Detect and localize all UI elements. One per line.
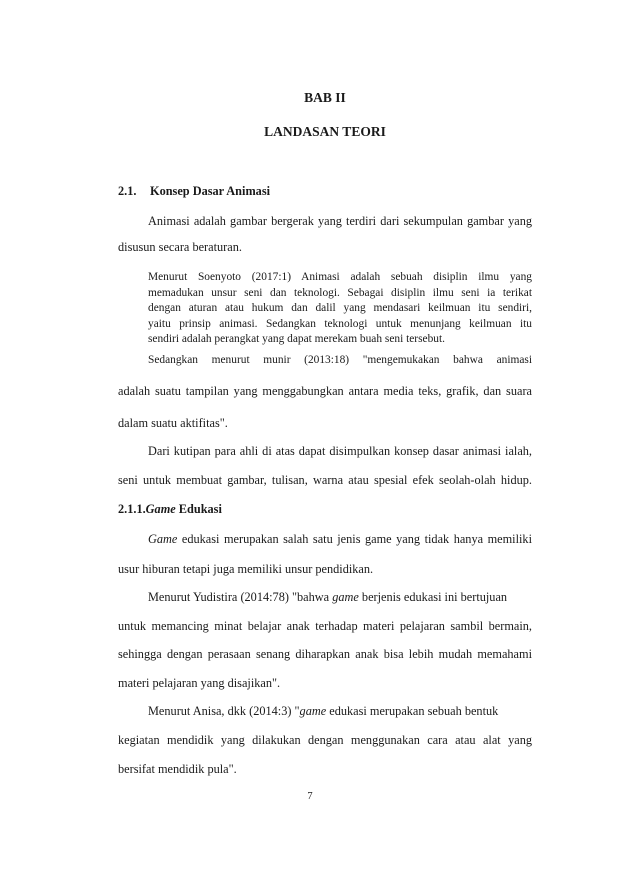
paragraph-line: usur hiburan tetapi juga memiliki unsur pendidikan.	[118, 562, 374, 576]
paragraph-line: bersifat mendidik pula".	[118, 762, 237, 776]
paragraph-line: Sedangkan menurut munir (2013:18) "mengemukakan bahwa animasi	[148, 354, 532, 366]
paragraph-text-b: berjenis edukasi ini bertujuan	[358, 590, 508, 604]
paragraph-line: adalah suatu tampilan yang menggabungkan antara media teks, grafik, dan suara	[118, 384, 532, 398]
paragraph-line: dalam suatu aktifitas".	[118, 416, 228, 430]
quote-line: dengan aturan atau hukum dan dalil yang mendasari keilmuan itu sendiri,	[148, 302, 532, 315]
paragraph-line: disusun secara beraturan.	[118, 240, 242, 254]
paragraph-text-b: edukasi merupakan sebuah bentuk	[326, 704, 499, 718]
paragraph-line: Dari kutipan para ahli di atas dapat disimpulkan konsep dasar animasi ialah,	[148, 444, 532, 458]
section-title: Edukasi	[175, 502, 222, 516]
quote-line: memadukan unsur seni dan teknologi. Sebagai disiplin ilmu seni ia terikat	[148, 286, 532, 299]
quote-line: yaitu prinsip animasi. Sedangkan teknologi untuk menunjang keilmuan itu	[148, 317, 532, 330]
paragraph-line	[148, 704, 498, 719]
section-number: 2.1.	[118, 184, 137, 198]
quote-line: sendiri adalah perangkat yang dapat merekam buah seni tersebut.	[148, 333, 445, 346]
paragraph-line	[148, 590, 532, 605]
quote-line: Menurut Soenyoto (2017:1) Animasi adalah sebuah disiplin ilmu yang	[148, 271, 532, 283]
paragraph-text	[148, 590, 507, 605]
paragraph-text: edukasi merupakan salah satu jenis game yang tidak hanya memiliki	[177, 532, 532, 546]
paragraph-line: materi pelajaran yang disajikan".	[118, 676, 281, 690]
section-title-italic: Game	[145, 502, 176, 516]
italic-term: game	[299, 704, 327, 718]
paragraph-line	[148, 532, 532, 547]
chapter-number: BAB II	[304, 90, 346, 105]
block-quote	[148, 270, 532, 348]
paragraph-line: untuk memancing minat belajar anak terhadap materi pelajaran sambil bermain,	[118, 619, 532, 633]
paragraph-line: sehingga dengan perasaan senang diharapkan anak bisa lebih mudah memahami	[118, 647, 532, 661]
paragraph-line: Animasi adalah gambar bergerak yang terdiri dari sekumpulan gambar yang	[148, 214, 532, 228]
section-number: 2.1.1.	[118, 502, 146, 516]
paragraph-text-a: Menurut Anisa, dkk (2014:3) "	[148, 704, 300, 718]
paragraph-text-a: Menurut Yudistira (2014:78) "bahwa	[148, 590, 333, 604]
section-heading-2-1-1	[118, 502, 222, 517]
paragraph-line: seni untuk membuat gambar, tulisan, warna atau spesial efek seolah-olah hidup.	[118, 473, 532, 487]
section-title: Konsep Dasar Animasi	[150, 184, 271, 198]
chapter-title: LANDASAN TEORI	[264, 124, 386, 139]
paragraph-line: kegiatan mendidik yang dilakukan dengan menggunakan cara atau alat yang	[118, 733, 532, 747]
italic-term: Game	[148, 532, 178, 546]
page-number: 7	[307, 791, 313, 802]
section-heading-2-1	[118, 184, 270, 199]
italic-term: game	[332, 590, 359, 604]
